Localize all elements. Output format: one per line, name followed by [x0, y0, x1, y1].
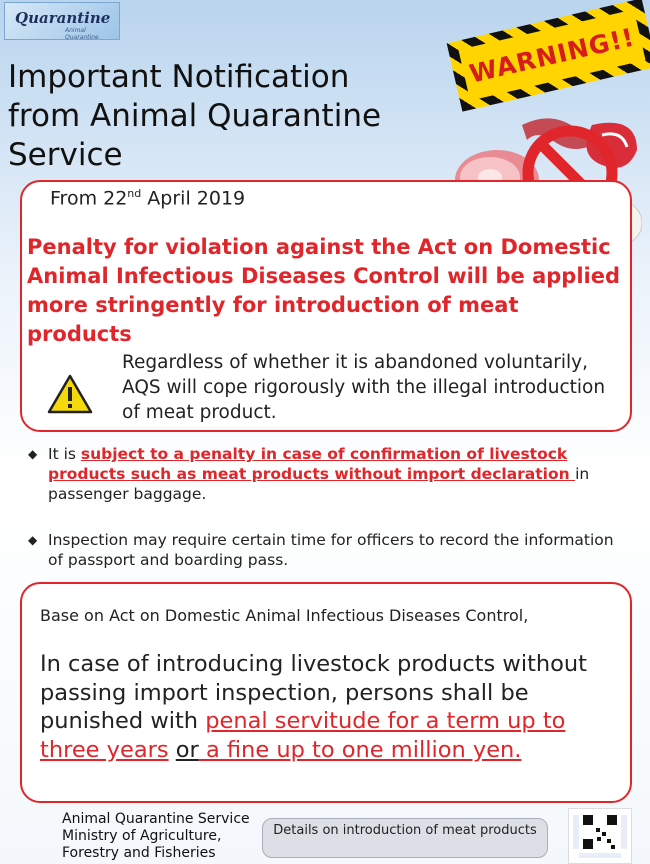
- bullet-penalty: [28, 444, 628, 504]
- warning-label: WARNING!!: [466, 21, 638, 89]
- penalty-servitude: penal servitude for a term up to three years: [40, 708, 566, 763]
- title-line-3: Service: [8, 137, 123, 173]
- effective-date-ordinal: nd: [127, 187, 142, 200]
- footer-organization: [62, 811, 272, 862]
- page-title: [8, 58, 448, 175]
- bullet1-prefix: It is: [48, 445, 81, 463]
- warning-sign: [447, 0, 650, 112]
- effective-date-suffix: April 2019: [141, 187, 246, 210]
- diamond-bullet-icon: ◆: [28, 447, 38, 461]
- warning-inner: [458, 9, 645, 100]
- org-line-3: Forestry and Fisheries: [62, 845, 216, 861]
- effective-date-prefix: From 22: [50, 187, 128, 210]
- details-button[interactable]: Details on introduction of meat products: [262, 818, 548, 858]
- bullet1-highlight: subject to a penalty in case of confirmation of livestock products such as meat products without import declaration: [48, 445, 576, 483]
- law-body: [40, 650, 620, 764]
- quarantine-logo: [4, 2, 120, 40]
- title-line-1: Important Notification: [8, 59, 350, 95]
- penalty-fine: a fine up to one million yen.: [198, 736, 522, 763]
- org-line-2: Ministry of Agriculture,: [62, 828, 222, 844]
- effective-date: [50, 187, 245, 209]
- title-line-2: from Animal Quarantine: [8, 98, 382, 134]
- diamond-bullet-icon: ◆: [28, 533, 38, 547]
- qr-code-icon[interactable]: [568, 808, 632, 864]
- bullet1-suffix: in passenger baggage.: [48, 465, 590, 503]
- law-body-text: In case of introducing livestock products without passing import inspection, persons shall be punished with: [40, 651, 587, 734]
- org-line-1: Animal Quarantine Service: [62, 811, 250, 827]
- or-conjunction: or: [175, 736, 199, 763]
- bullet-inspection: [28, 530, 628, 570]
- law-heading: Base on Act on Domestic Animal Infectious Diseases Control,: [40, 606, 529, 625]
- bullet2-text: Inspection may require certain time for officers to record the information of passport and boarding pass.: [48, 531, 614, 569]
- logo-subtitle: Animal Quarantine: [65, 27, 99, 41]
- caution-text: Regardless of whether it is abandoned voluntarily, AQS will cope rigorously with the illegal introduction of meat product.: [122, 352, 606, 423]
- penalty-heading: Penalty for violation against the Act on Domestic Animal Infectious Diseases Control will be applied more stringently for introduction of meat products: [27, 235, 620, 346]
- caution-icon: [47, 373, 93, 415]
- logo-text: Quarantine: [15, 9, 111, 27]
